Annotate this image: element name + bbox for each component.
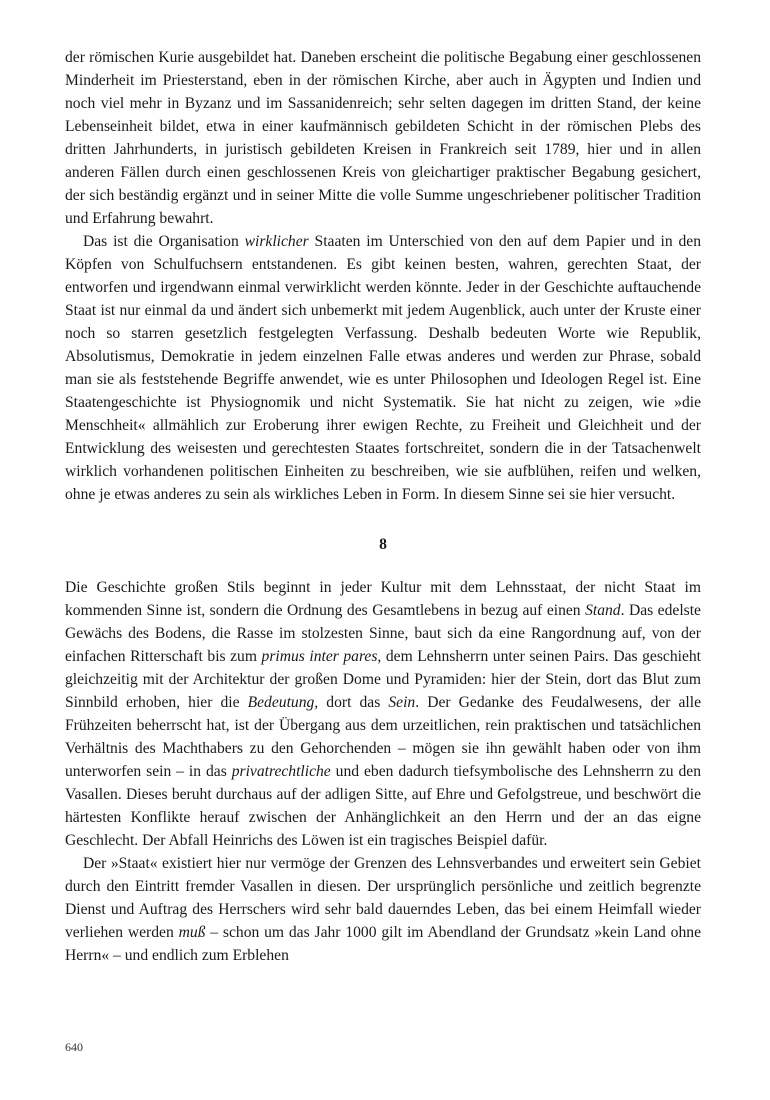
paragraph <box>65 852 701 967</box>
text-run: – schon um das Jahr 1000 gilt im Abendland der Grundsatz »kein Land ohne Herrn« – und endlich zum Erblehen <box>65 924 701 964</box>
italic-text: wirklicher <box>244 233 309 250</box>
paragraph <box>65 230 701 506</box>
text-run: Staaten im Unterschied von den auf dem Papier und in den Köpfen von Schulfuchsern entstandenen. Es gibt keinen besten, wahren, gerechten Staat, der entworfen und irgendwann einmal verwirklicht werden könnte. Jeder in der Geschichte auftauchende Staat ist nur einmal da und ändert sich unbemerkt mit jedem Augenblick, auch unter der Kruste einer noch so starren gesetzlich festgelegten Verfassung. Deshalb bedeuten Worte wie Republik, Absolutismus, Demokratie in jedem einzelnen Falle etwas anderes und werden zur Phrase, sobald man sie als feststehende Begriffe anwendet, wie es unter Philosophen und Ideologen Regel ist. Eine Staatengeschichte ist Physiognomik und nicht Systematik. Sie hat nicht zu zeigen, wie »die Menschheit« allmählich zur Eroberung ihrer ewigen Rechte, zu Freiheit und Gleichheit und der Entwicklung des weisesten und gerechtesten Staates fortschreitet, sondern die in der Tatsachenwelt wirklich vorhandenen politischen Einheiten zu beschreiben, wie sie aufblühen, reifen und welken, ohne je etwas anderes zu sein als wirkliches Leben in Form. In diesem Sinne sei sie hier versucht. <box>65 233 701 503</box>
page-body <box>65 46 701 967</box>
text-run: Die Geschichte großen Stils beginnt in jeder Kultur mit dem Lehnsstaat, der nicht Staat im kommenden Sinne ist, sondern die Ordnung des Gesamtlebens in bezug auf einen <box>65 579 701 619</box>
text-run: der römischen Kurie ausgebildet hat. Daneben erscheint die politische Begabung einer geschlossenen Minderheit im Priesterstand, eben in der römischen Kirche, aber auch in Ägypten und Indien und noch viel mehr in Byzanz und im Sassanidenreich; sehr selten dagegen im dritten Stand, der keine Lebenseinheit bildet, etwa in einer kaufmännisch gebildeten Schicht in der römischen Plebs des dritten Jahrhunderts, in juristisch gebildeten Kreisen in Frankreich seit 1789, hier und in allen anderen Fällen durch einen geschlossenen Kreis von gleichartiger praktischer Begabung gesichert, der sich beständig ergänzt und in seiner Mitte die volle Summe ungeschriebener politischer Tradition und Erfahrung bewahrt. <box>65 49 701 227</box>
text-run: . Das edelste Gewächs des Bodens, die Rasse im stolzesten Sinne, baut sich da eine Rangordnung auf, von der einfachen Ritterschaft bis zum <box>65 602 701 665</box>
text-run: dem Lehnsherrn unter seinen Pairs. Das geschieht gleichzeitig mit der Architektur der großen Dome und Pyramiden: hier der Stein, dort das Blut zum Sinnbild erhoben, hier die <box>65 648 701 711</box>
text-run: Das ist die Organisation <box>83 233 245 250</box>
italic-text: Bedeutung, <box>247 694 319 711</box>
page-number: 640 <box>65 1040 83 1054</box>
italic-text: Sein <box>388 694 416 711</box>
section-number: 8 <box>379 536 387 553</box>
italic-text: primus inter pares, <box>261 648 382 665</box>
text-run: dort das <box>318 694 389 711</box>
paragraph <box>65 46 701 230</box>
italic-text: Stand <box>585 602 621 619</box>
text-run: und eben dadurch tiefsymbolische des Lehnsherrn zu den Vasallen. Dieses beruht durchaus auf der adligen Sitte, auf Ehre und Gefolgstreue, und beschwört die härtesten Konflikte herauf zwischen der Anhänglichkeit an den Herrn und der an das eigne Geschlecht. Der Abfall Heinrichs des Löwen ist ein tragisches Beispiel dafür. <box>65 763 701 849</box>
text-run: . Der Gedanke des Feudalwesens, der alle Frühzeiten beherrscht hat, ist der Übergang aus dem urzeitlichen, rein praktischen und tatsächlichen Verhältnis des Machthabers zu den Gehorchenden – mögen sie ihn gewählt haben oder von ihm unterworfen sein – in das <box>65 694 701 780</box>
italic-text: muß <box>178 924 206 941</box>
text-run: Der »Staat« existiert hier nur vermöge der Grenzen des Lehnsverbandes und erweitert sein Gebiet durch den Eintritt fremder Vasallen in diesen. Der ursprünglich persönliche und zeitlich begrenzte Dienst und Auftrag des Herrschers wird sehr bald dauerndes Leben, das bei einem Heimfall wieder verliehen werden <box>65 855 701 941</box>
paragraph <box>65 576 701 852</box>
italic-text: privatrechtliche <box>231 763 331 780</box>
